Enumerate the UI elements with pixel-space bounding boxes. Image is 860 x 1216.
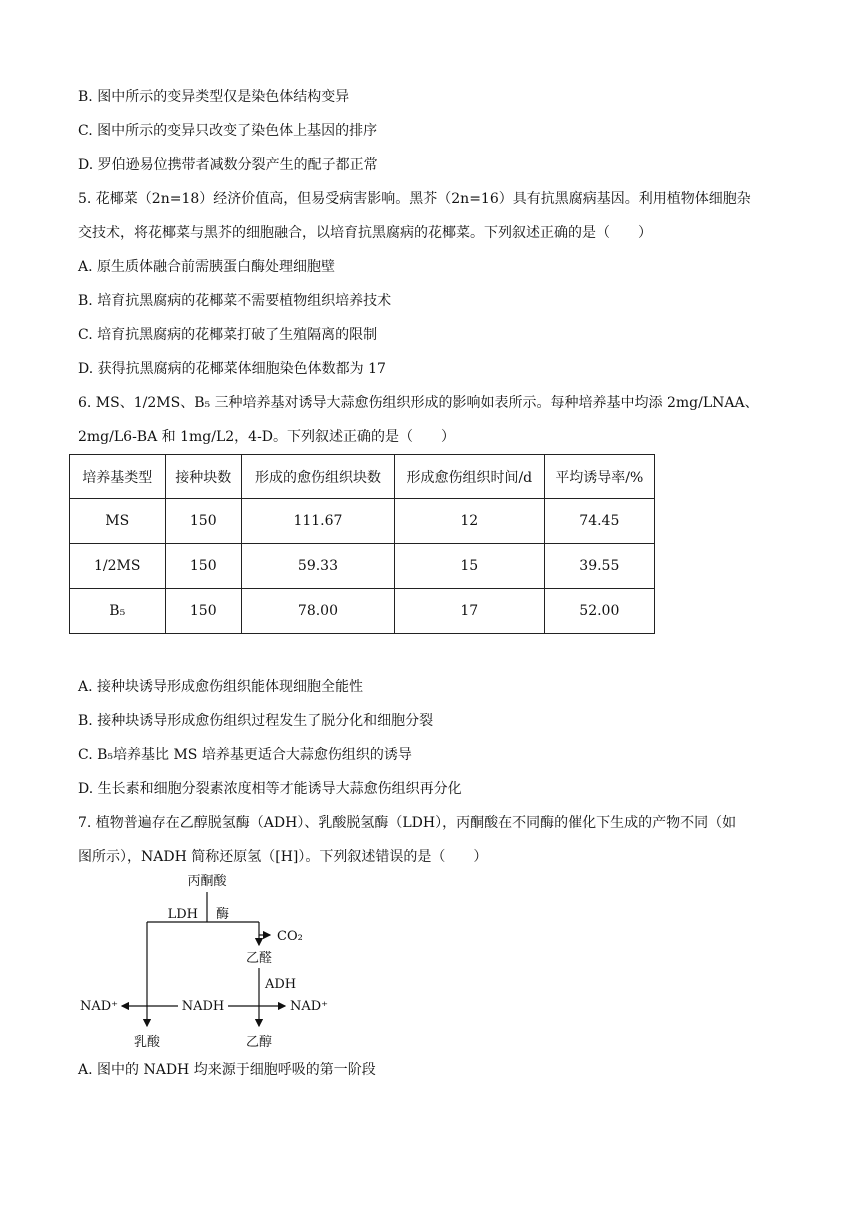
- culture-medium-table: [69, 454, 655, 634]
- q6-stem-line2: 2mg/L6-BA 和 1mg/L2，4-D。下列叙述正确的是（ ）: [78, 429, 456, 445]
- q6-option-d: D. 生长素和细胞分裂素浓度相等才能诱导大蒜愈伤组织再分化: [78, 781, 462, 797]
- q6-option-c: C. B₅培养基比 MS 培养基更适合大蒜愈伤组织的诱导: [78, 747, 412, 763]
- q5-option-d: D. 获得抗黑腐病的花椰菜体细胞染色体数都为 17: [78, 361, 386, 377]
- table-cell: 74.45: [544, 499, 654, 544]
- q5-option-a: A. 原生质体融合前需胰蛋白酶处理细胞壁: [78, 259, 336, 275]
- adh-label: ADH: [265, 977, 297, 992]
- ethanol-label: 乙醇: [245, 1035, 273, 1050]
- table-cell: 39.55: [544, 544, 654, 589]
- q4-option-d: D. 罗伯逊易位携带者减数分裂产生的配子都正常: [78, 157, 378, 173]
- table-cell: 1/2MS: [70, 544, 166, 589]
- pyruvate-pathway-diagram: [70, 866, 370, 1058]
- table-cell: 52.00: [544, 589, 654, 634]
- q6-option-a: A. 接种块诱导形成愈伤组织能体现细胞全能性: [78, 679, 364, 695]
- lactate-label: 乳酸: [133, 1035, 161, 1050]
- nad-right-label: NAD⁺: [290, 999, 329, 1014]
- q7-option-a: A. 图中的 NADH 均来源于细胞呼吸的第一阶段: [78, 1062, 376, 1078]
- q4-option-b: B. 图中所示的变异类型仅是染色体结构变异: [78, 89, 350, 105]
- q5-option-b: B. 培育抗黑腐病的花椰菜不需要植物组织培养技术: [78, 293, 392, 309]
- table-row: [70, 589, 655, 634]
- q7-stem-line1: 7. 植物普遍存在乙醇脱氢酶（ADH）、乳酸脱氢酶（LDH），丙酮酸在不同酶的催化下生成的产物不同（如: [78, 815, 737, 831]
- q6-option-b: B. 接种块诱导形成愈伤组织过程发生了脱分化和细胞分裂: [78, 713, 434, 729]
- table-cell: 150: [165, 544, 241, 589]
- table-header-row: [70, 455, 655, 499]
- table-cell: 59.33: [241, 544, 394, 589]
- q5-stem-line2: 交技术，将花椰菜与黑芥的细胞融合，以培育抗黑腐病的花椰菜。下列叙述正确的是（ ）: [78, 225, 652, 241]
- enzyme-label: 酶: [216, 907, 230, 922]
- table-header-cell: 平均诱导率/%: [544, 455, 654, 499]
- q5-option-c: C. 培育抗黑腐病的花椰菜打破了生殖隔离的限制: [78, 327, 378, 343]
- q4-option-c: C. 图中所示的变异只改变了染色体上基因的排序: [78, 123, 378, 139]
- table-cell: MS: [70, 499, 166, 544]
- table-cell: 15: [394, 544, 544, 589]
- table-header-cell: 接种块数: [165, 455, 241, 499]
- table-row: [70, 544, 655, 589]
- pyruvate-label: 丙酮酸: [187, 874, 227, 889]
- acetaldehyde-label: 乙醛: [245, 951, 273, 966]
- table-cell: 150: [165, 589, 241, 634]
- q5-stem-line1: 5. 花椰菜（2n=18）经济价值高，但易受病害影响。黑芥（2n=16）具有抗黑腐病基因。利用植物体细胞杂: [78, 191, 751, 207]
- nadh-label: NADH: [181, 999, 225, 1014]
- table-cell: 17: [394, 589, 544, 634]
- table-cell: 150: [165, 499, 241, 544]
- table-cell: 111.67: [241, 499, 394, 544]
- table-cell: 12: [394, 499, 544, 544]
- table-header-cell: 培养基类型: [70, 455, 166, 499]
- table-header-cell: 形成的愈伤组织块数: [241, 455, 394, 499]
- table-header-cell: 形成愈伤组织时间/d: [394, 455, 544, 499]
- co2-label: CO₂: [277, 929, 303, 944]
- table-cell: B₅: [70, 589, 166, 634]
- q7-stem-line2: 图所示），NADH 简称还原氢（[H]）。下列叙述错误的是（ ）: [78, 849, 488, 865]
- ldh-label: LDH: [167, 907, 198, 922]
- table-row: [70, 499, 655, 544]
- nad-left-label: NAD⁺: [80, 999, 119, 1014]
- table-cell: 78.00: [241, 589, 394, 634]
- q6-stem-line1: 6. MS、1/2MS、B₅ 三种培养基对诱导大蒜愈伤组织形成的影响如表所示。每种培养基中均添 2mg/LNAA、: [78, 395, 759, 411]
